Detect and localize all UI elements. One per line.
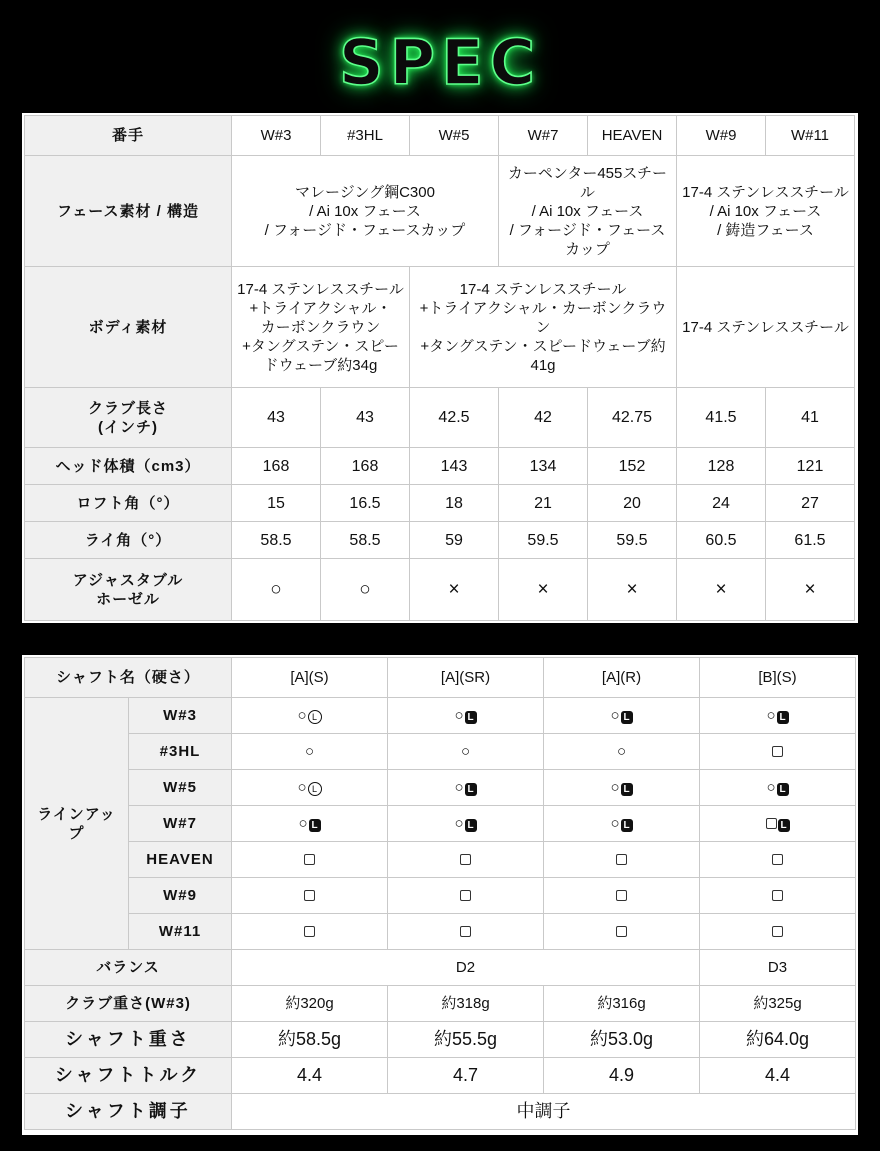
shaft-weight-label: シャフト重さ: [25, 1022, 232, 1058]
model-col-3hl: #3HL: [321, 116, 410, 156]
lineup-row: [25, 914, 856, 950]
lineup-cell: [232, 914, 388, 950]
shaft-kick-row: [25, 1094, 856, 1130]
loft-cell: 20: [588, 485, 677, 522]
body-g1-line: +トライアクシャル・: [249, 299, 392, 317]
head-volume-label: ヘッド体積（cm3）: [25, 448, 232, 485]
lineup-cell: [388, 770, 544, 806]
l-solid-mark: L: [778, 819, 790, 832]
body-g2-line: 17-4 ステンレススチール: [459, 280, 627, 298]
club-length-cell: 42: [499, 388, 588, 448]
spec-table: [24, 115, 855, 621]
lie-cell: 58.5: [232, 522, 321, 559]
head-volume-cell: 168: [232, 448, 321, 485]
l-solid-mark: L: [621, 711, 633, 724]
l-solid-mark: L: [465, 783, 477, 796]
body-material-group2: [410, 267, 677, 388]
body-g2-line: +タングステン・スピードウェーブ約: [420, 337, 666, 355]
loft-label: ロフト角（°）: [25, 485, 232, 522]
adjustable-hosel-row: [25, 559, 855, 621]
model-col-w3: W#3: [232, 116, 321, 156]
body-g2-line: +トライアクシャル・カーボンクラウ: [419, 299, 667, 317]
shaft-col-b-s: [B](S): [700, 658, 856, 698]
lineup-cell: [544, 770, 700, 806]
square-mark: [304, 890, 315, 901]
hosel-cell: ×: [410, 559, 499, 621]
shaft-table: [24, 657, 856, 1130]
square-mark: [616, 926, 627, 937]
model-col-w5: W#5: [410, 116, 499, 156]
circle-mark: ○: [766, 707, 776, 724]
circle-mark: ○: [298, 815, 308, 832]
lineup-cell: [388, 806, 544, 842]
shaft-name-label: シャフト名（硬さ）: [25, 658, 232, 698]
lineup-cell: [700, 734, 856, 770]
l-solid-mark: L: [621, 783, 633, 796]
body-g1-line: 17-4 ステンレススチール: [237, 280, 404, 298]
lineup-cell: [700, 878, 856, 914]
club-length-cell: 42.75: [588, 388, 677, 448]
body-material-row: [25, 267, 855, 388]
l-solid-mark: L: [777, 783, 789, 796]
shaft-torque-cell: 4.4: [232, 1058, 388, 1094]
square-mark: [304, 926, 315, 937]
lineup-row: [25, 698, 856, 734]
lineup-cell: [700, 698, 856, 734]
lie-cell: 59.5: [588, 522, 677, 559]
square-mark: [304, 854, 315, 865]
hosel-cell: ○: [232, 559, 321, 621]
circle-mark: ○: [454, 779, 464, 796]
shaft-weight-cell: 約53.0g: [544, 1022, 700, 1058]
loft-cell: 24: [677, 485, 766, 522]
face-g2-line: / フォージド・フェース: [509, 221, 666, 239]
lineup-cell: [232, 734, 388, 770]
square-mark: [460, 926, 471, 937]
lineup-cell: [232, 806, 388, 842]
club-length-cell: 43: [232, 388, 321, 448]
shaft-col-a-s: [A](S): [232, 658, 388, 698]
balance-group2: D3: [700, 950, 856, 986]
head-volume-cell: 134: [499, 448, 588, 485]
shaft-kick-value: 中調子: [232, 1094, 856, 1130]
lineup-cell: [544, 806, 700, 842]
shaft-col-a-r: [A](R): [544, 658, 700, 698]
adjustable-hosel-label: [25, 559, 232, 621]
face-g1-line: マレージング鋼C300: [295, 183, 435, 201]
lineup-cell: [232, 698, 388, 734]
hosel-cell: ×: [677, 559, 766, 621]
circle-mark: ○: [610, 815, 620, 832]
square-mark: [766, 818, 777, 829]
shaft-col-a-sr: [A](SR): [388, 658, 544, 698]
page-title: SPEC: [339, 26, 541, 99]
lineup-cell: [700, 770, 856, 806]
face-g2-line: カーペンター455スチー: [507, 164, 668, 182]
shaft-weight-row: [25, 1022, 856, 1058]
shaft-torque-cell: 4.7: [388, 1058, 544, 1094]
circle-mark: ○: [460, 743, 471, 760]
lineup-cell: [700, 806, 856, 842]
square-mark: [772, 746, 783, 757]
hosel-cell: ×: [588, 559, 677, 621]
lineup-row: [25, 842, 856, 878]
balance-row: [25, 950, 856, 986]
club-length-cell: 42.5: [410, 388, 499, 448]
face-g3-line: / 鋳造フェース: [717, 221, 814, 239]
body-material-label: ボディ素材: [25, 267, 232, 388]
square-mark: [616, 890, 627, 901]
lineup-row: [25, 878, 856, 914]
lineup-model: W#3: [129, 698, 232, 734]
lineup-model: #3HL: [129, 734, 232, 770]
lineup-cell: [544, 878, 700, 914]
model-header-label: 番手: [25, 116, 232, 156]
circle-mark: ○: [766, 779, 776, 796]
shaft-header-row: [25, 658, 856, 698]
l-solid-mark: L: [621, 819, 633, 832]
model-col-heaven: HEAVEN: [588, 116, 677, 156]
shaft-torque-label: シャフトトルク: [25, 1058, 232, 1094]
loft-cell: 15: [232, 485, 321, 522]
square-mark: [772, 926, 783, 937]
circle-mark: ○: [454, 815, 464, 832]
lineup-model: W#7: [129, 806, 232, 842]
shaft-weight-cell: 約64.0g: [700, 1022, 856, 1058]
lie-row: [25, 522, 855, 559]
square-mark: [616, 854, 627, 865]
lineup-label-line: プ: [68, 824, 85, 842]
adjustable-hosel-label-line: ホーゼル: [96, 590, 160, 608]
lineup-label-line: ラインアッ: [37, 805, 116, 823]
lineup-cell: [544, 698, 700, 734]
lineup-row: [25, 806, 856, 842]
lie-cell: 61.5: [766, 522, 855, 559]
face-g1-line: / Ai 10x フェース: [309, 202, 421, 220]
face-g2-line: / Ai 10x フェース: [531, 202, 644, 220]
club-length-label: [25, 388, 232, 448]
body-g1-line: ドウェーブ約34g: [263, 356, 378, 374]
adjustable-hosel-label-line: アジャスタブル: [72, 571, 184, 589]
l-solid-mark: L: [309, 819, 321, 832]
body-material-group3: 17-4 ステンレススチール: [677, 267, 855, 388]
lineup-cell: [544, 842, 700, 878]
lie-cell: 60.5: [677, 522, 766, 559]
lie-label: ライ角（°）: [25, 522, 232, 559]
body-g2-line: ン: [535, 318, 551, 336]
head-volume-cell: 128: [677, 448, 766, 485]
body-g2-line: 41g: [530, 356, 556, 374]
circle-mark: ○: [304, 743, 315, 760]
head-volume-cell: 168: [321, 448, 410, 485]
square-mark: [772, 890, 783, 901]
lineup-cell: [700, 842, 856, 878]
loft-cell: 16.5: [321, 485, 410, 522]
face-g2-line: カップ: [565, 240, 610, 258]
l-outline-mark: L: [308, 782, 322, 796]
hosel-cell: ×: [766, 559, 855, 621]
square-mark: [460, 854, 471, 865]
face-g3-line: 17-4 ステンレススチール: [682, 183, 849, 201]
hosel-cell: ×: [499, 559, 588, 621]
face-material-group1: [232, 156, 499, 267]
lineup-cell: [232, 770, 388, 806]
lineup-cell: [388, 878, 544, 914]
lineup-cell: [232, 878, 388, 914]
shaft-table-panel: [22, 655, 858, 1135]
club-length-label-line: クラブ長さ: [87, 399, 168, 417]
head-volume-cell: 143: [410, 448, 499, 485]
loft-cell: 18: [410, 485, 499, 522]
club-length-label-line: (インチ): [98, 418, 158, 436]
loft-cell: 21: [499, 485, 588, 522]
shaft-torque-cell: 4.4: [700, 1058, 856, 1094]
lineup-cell: [388, 914, 544, 950]
face-material-group2: [499, 156, 677, 267]
face-material-label: フェース素材 / 構造: [25, 156, 232, 267]
lineup-cell: [388, 698, 544, 734]
body-g1-line: カーボンクラウン: [260, 318, 381, 336]
face-g2-line: ル: [579, 183, 595, 201]
model-col-w9: W#9: [677, 116, 766, 156]
club-weight-cell: 約325g: [700, 986, 856, 1022]
club-weight-cell: 約320g: [232, 986, 388, 1022]
lie-cell: 59.5: [499, 522, 588, 559]
shaft-weight-cell: 約55.5g: [388, 1022, 544, 1058]
circle-mark: ○: [610, 707, 620, 724]
club-weight-cell: 約318g: [388, 986, 544, 1022]
circle-mark: ○: [297, 779, 307, 796]
lineup-cell: [232, 842, 388, 878]
shaft-torque-cell: 4.9: [544, 1058, 700, 1094]
face-material-row: [25, 156, 855, 267]
lineup-label: [25, 698, 129, 950]
model-col-w11: W#11: [766, 116, 855, 156]
hosel-cell: ○: [321, 559, 410, 621]
head-volume-cell: 121: [766, 448, 855, 485]
lineup-cell: [388, 734, 544, 770]
circle-mark: ○: [610, 779, 620, 796]
spec-table-panel: [22, 113, 858, 623]
l-solid-mark: L: [465, 711, 477, 724]
club-weight-label: クラブ重さ(W#3): [25, 986, 232, 1022]
face-g3-line: / Ai 10x フェース: [709, 202, 822, 220]
club-length-row: [25, 388, 855, 448]
lineup-row: [25, 734, 856, 770]
square-mark: [460, 890, 471, 901]
circle-mark: ○: [454, 707, 464, 724]
model-col-w7: W#7: [499, 116, 588, 156]
head-volume-row: [25, 448, 855, 485]
model-header-row: [25, 116, 855, 156]
lineup-cell: [700, 914, 856, 950]
face-g1-line: / フォージド・フェースカップ: [264, 221, 466, 239]
lineup-model: W#11: [129, 914, 232, 950]
lineup-cell: [544, 734, 700, 770]
shaft-weight-cell: 約58.5g: [232, 1022, 388, 1058]
circle-mark: ○: [616, 743, 627, 760]
square-mark: [772, 854, 783, 865]
lineup-model: HEAVEN: [129, 842, 232, 878]
balance-group1: D2: [232, 950, 700, 986]
l-solid-mark: L: [777, 711, 789, 724]
club-weight-cell: 約316g: [544, 986, 700, 1022]
club-length-cell: 41: [766, 388, 855, 448]
club-length-cell: 43: [321, 388, 410, 448]
loft-cell: 27: [766, 485, 855, 522]
shaft-torque-row: [25, 1058, 856, 1094]
balance-label: バランス: [25, 950, 232, 986]
lineup-model: W#9: [129, 878, 232, 914]
circle-mark: ○: [297, 707, 307, 724]
lineup-cell: [388, 842, 544, 878]
loft-row: [25, 485, 855, 522]
lineup-cell: [544, 914, 700, 950]
head-volume-cell: 152: [588, 448, 677, 485]
lie-cell: 59: [410, 522, 499, 559]
body-g1-line: +タングステン・スピー: [242, 337, 399, 355]
shaft-kick-label: シャフト調子: [25, 1094, 232, 1130]
l-solid-mark: L: [465, 819, 477, 832]
club-length-cell: 41.5: [677, 388, 766, 448]
l-outline-mark: L: [308, 710, 322, 724]
face-material-group3: [677, 156, 855, 267]
lineup-row: [25, 770, 856, 806]
lie-cell: 58.5: [321, 522, 410, 559]
club-weight-row: [25, 986, 856, 1022]
body-material-group1: [232, 267, 410, 388]
lineup-model: W#5: [129, 770, 232, 806]
